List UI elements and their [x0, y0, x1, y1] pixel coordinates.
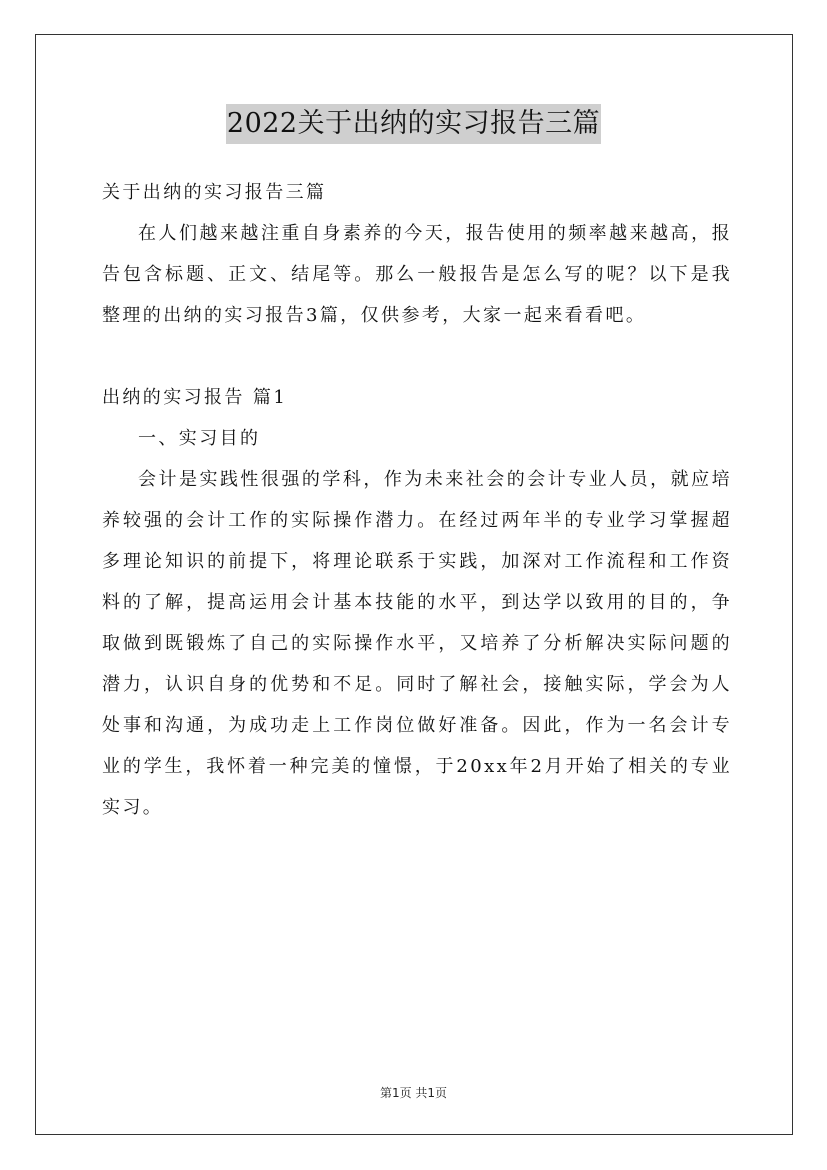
- section-heading: 出纳的实习报告 篇1: [102, 387, 288, 408]
- document-body: [102, 172, 732, 828]
- document-title-text: 2022关于出纳的实习报告三篇: [226, 104, 601, 144]
- body-paragraph: 会计是实践性很强的学科，作为未来社会的会计专业人员，就应培养较强的会计工作的实际操作潜力。在经过两年半的专业学习掌握超多理论知识的前提下，将理论联系于实践，加深对工作流程和工作资料的了解，提高运用会计基本技能的水平，到达学以致用的目的，争取做到既锻炼了自己的实际操作水平，又培养了分析解决实际问题的潜力，认识自身的优势和不足。同时了解社会，接触实际，学会为人处事和沟通，为成功走上工作岗位做好准备。因此，作为一名会计专业的学生，我怀着一种完美的憧憬，于20xx年2月开始了相关的专业实习。: [102, 469, 732, 818]
- section-spacer: [102, 336, 732, 377]
- page-footer: 第1页 共1页: [379, 1086, 448, 1100]
- intro-paragraph: 在人们越来越注重自身素养的今天，报告使用的频率越来越高，报告包含标题、正文、结尾等。那么一般报告是怎么写的呢？以下是我整理的出纳的实习报告3篇，仅供参考，大家一起来看看吧。: [102, 223, 732, 326]
- document-title: [0, 102, 827, 144]
- document-subtitle: 关于出纳的实习报告三篇: [102, 182, 327, 203]
- subsection-heading: 一、实习目的: [138, 428, 261, 449]
